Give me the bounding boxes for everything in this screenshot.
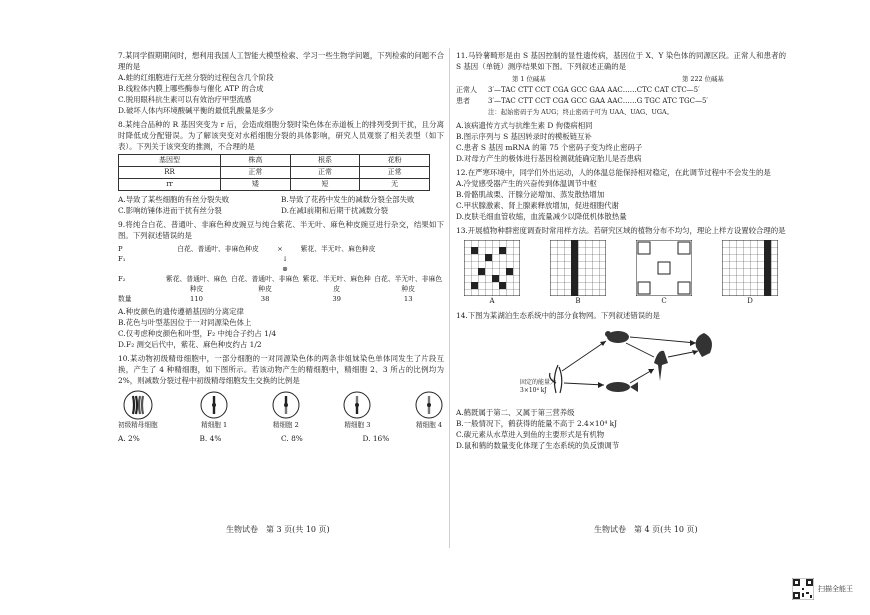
option-c: C.甲状腺激素、肾上腺素释放增加，促进细胞代谢 bbox=[456, 201, 619, 210]
table-cell: RR bbox=[119, 167, 221, 179]
left-page bbox=[118, 50, 444, 447]
arrow-down-icon: ↓ bbox=[282, 255, 288, 263]
table-row bbox=[119, 167, 430, 179]
sequence-figure bbox=[456, 74, 786, 118]
patient-label: 患者 bbox=[456, 97, 470, 105]
question-9 bbox=[118, 219, 444, 350]
quadrat-grid-icon bbox=[722, 240, 778, 296]
count-value: 39 bbox=[332, 295, 341, 303]
option-a: A.鹤既属于第二、又属于第三营养级 bbox=[456, 408, 575, 417]
cell-diagram bbox=[118, 390, 444, 431]
option-d: D. 16% bbox=[362, 434, 390, 443]
option-b: B.图示序列与 S 基因转录时的模板链互补 bbox=[456, 132, 592, 141]
table-cell: 矮 bbox=[221, 179, 291, 191]
option-d: D.对母方产生的极体进行基因检测就能确定胎儿是否患病 bbox=[456, 154, 642, 163]
quadrat-d bbox=[722, 240, 778, 307]
count-value: 13 bbox=[403, 295, 413, 303]
cell-icon bbox=[342, 390, 372, 420]
table-cell: 无 bbox=[360, 179, 430, 191]
f1-label: F₁ bbox=[118, 255, 126, 263]
f2-group: 紫花、普通叶、麻色种皮 bbox=[165, 275, 228, 293]
quadrat-a bbox=[464, 240, 520, 307]
option-d: D.鼠和鹤的数量变化体现了生态系统的负反馈调节 bbox=[456, 441, 620, 450]
sperm-cell-2 bbox=[271, 390, 301, 431]
normal-sequence: 3′—TAC CTT CCT CGA GCC GAA AAC……CTC CAT CTC—5′ bbox=[488, 86, 700, 94]
table-header: 基因型 bbox=[119, 155, 221, 167]
option-a: A.种皮颜色的遗传遵循基因的分离定律 bbox=[118, 307, 244, 316]
cross-diagram bbox=[118, 244, 444, 304]
page-divider bbox=[449, 48, 450, 548]
table-row bbox=[119, 179, 430, 191]
cell-label: 精细胞 3 bbox=[344, 421, 371, 429]
scanner-brand: 扫描全能王 bbox=[818, 585, 853, 593]
count-value: 110 bbox=[190, 295, 203, 303]
sperm-cell-1 bbox=[199, 390, 229, 431]
question-13 bbox=[456, 225, 786, 307]
sequence-note: 注：起始密码子为 AUG；终止密码子可为 UAA、UAG、UGA。 bbox=[488, 108, 674, 116]
cell-label: 初级精母细胞 bbox=[118, 421, 158, 429]
cell-icon bbox=[271, 390, 301, 420]
option-b: B.花色与叶型基因位于一对同源染色体上 bbox=[118, 318, 252, 327]
option-label: A bbox=[489, 297, 495, 305]
count-value: 38 bbox=[260, 295, 270, 303]
option-c: C.影响纺锤体进而干扰有丝分裂 bbox=[118, 206, 222, 215]
quadrat-options bbox=[456, 240, 786, 307]
question-stem: 10.某动物初级精母细胞中，一部分细胞的一对同源染色体的两条非姐妹染色单体同发生了片段互换，产生了 4 种精细胞，如下图所示。若该动物产生的精细胞中，精细胞 2、3 所占的比例均为 2%，则减数分裂过程中初级精母细胞发生交换的比例是 bbox=[118, 354, 444, 385]
option-a: A.蛙的红细胞进行无丝分裂的过程包含几个阶段 bbox=[118, 73, 274, 82]
option-d: D.F₂ 测交后代中，紫花、麻色种皮约占 1/2 bbox=[118, 340, 262, 349]
option-b: B.导致了花药中发生的减数分裂全部失败 bbox=[281, 195, 415, 204]
question-stem: 11.马铃薯畸形是由 S 基因控制的显性遗传病，基因位于 X、Y 染色体的同源区段。正常人和患者的 S 基因（单链）测序结果如下图。下列叙述正确的是 bbox=[456, 51, 786, 71]
table-cell: 正常 bbox=[290, 167, 360, 179]
f2-group: 白花、普通叶、非麻色种皮 bbox=[231, 275, 300, 293]
normal-label: 正常人 bbox=[456, 86, 477, 94]
quadrat-grid-icon bbox=[550, 240, 606, 296]
cell-icon bbox=[414, 390, 444, 420]
sperm-cell-3 bbox=[342, 390, 372, 431]
question-14 bbox=[456, 310, 786, 451]
option-c: C.脱用眼科抗生素可以有效治疗甲型流感 bbox=[118, 95, 252, 104]
question-11 bbox=[456, 50, 786, 164]
option-a: A.导致了某些细胞的有丝分裂失败 bbox=[118, 195, 230, 204]
question-stem: 13.开展植物种群密度调查时常用样方法。若研究区域的植物分布不均匀，理论上样方设置较合理的是 bbox=[456, 226, 786, 235]
quadrat-b bbox=[550, 240, 606, 307]
question-8 bbox=[118, 119, 444, 216]
table-cell: 正常 bbox=[221, 167, 291, 179]
p-parent-2: 紫花、半无叶、麻色种皮 bbox=[300, 245, 376, 253]
option-label: D bbox=[747, 297, 753, 305]
quadrat-grid-icon bbox=[636, 240, 692, 296]
question-stem: 7.某同学假期期间时，想利用我国人工智能大模型检索、学习一些生物学问题，下列检索的问题不合理的是 bbox=[118, 51, 444, 71]
option-label: B bbox=[575, 297, 581, 305]
table-header: 根系 bbox=[290, 155, 360, 167]
cell-icon bbox=[199, 390, 229, 420]
base-1-label: 第 1 位碱基 bbox=[512, 75, 546, 83]
question-stem: 8.某纯合品种的 R 基因突变为 r 后，会造成细胞分裂时染色体在赤道板上的排列受到干扰，且分离时降低成分配错误。为了解该突变对水稻细胞分裂的具体影响，研究人员观察了相关表型（如下表）。下列关于该突变的推测，不合理的是 bbox=[118, 120, 444, 151]
question-stem: 12.在严寒环境中，同学们外出运动，人的体温总能保持相对稳定，在此调节过程中不会发生的是 bbox=[456, 168, 771, 177]
phenotype-table bbox=[118, 154, 430, 191]
table-cell: 短 bbox=[290, 179, 360, 191]
quadrat-grid-icon bbox=[464, 240, 520, 296]
f2-label: F₂ bbox=[118, 275, 126, 283]
cell-icon bbox=[121, 390, 155, 420]
qr-code-icon bbox=[792, 578, 814, 600]
table-cell: 正常 bbox=[360, 167, 430, 179]
option-c: C. 8% bbox=[281, 434, 303, 443]
cell-label: 精细胞 4 bbox=[415, 421, 443, 429]
question-7 bbox=[118, 50, 444, 116]
question-12 bbox=[456, 167, 786, 222]
option-d: D.皮肤毛细血管收缩，血流量减少以降低机体散热量 bbox=[456, 212, 627, 221]
count-label: 数量 bbox=[118, 295, 132, 303]
f2-group: 紫花、半无叶、麻色种皮 bbox=[302, 275, 371, 293]
table-cell: rr bbox=[119, 179, 221, 191]
page-footer-left: 生物试卷 第 3 页(共 10 页) bbox=[226, 525, 330, 534]
question-10 bbox=[118, 353, 444, 444]
fixed-energy-label: 固定的能量为 3×10⁴ kJ bbox=[520, 379, 557, 394]
self-cross-icon: ⊗ bbox=[282, 265, 288, 273]
food-web-diagram bbox=[456, 323, 786, 405]
option-d: D.在减Ⅰ前期和后期干扰减数分裂 bbox=[281, 206, 389, 215]
table-header: 株高 bbox=[221, 155, 291, 167]
option-c: C.仅考虑种皮颜色和叶型，F₂ 中纯合子约占 1/4 bbox=[118, 329, 277, 338]
option-c: C.碳元素从水草进入到鱼的主要形式是有机物 bbox=[456, 430, 605, 439]
option-b: B. 4% bbox=[199, 434, 222, 443]
p-label: P bbox=[118, 245, 123, 253]
option-label: C bbox=[661, 297, 667, 305]
option-b: B.骨骼肌战栗、汗腺分泌增加、蒸发散热增加 bbox=[456, 190, 605, 199]
option-b: B.线粒体内膜上哪些酶参与催化 ATP 的合成 bbox=[118, 84, 264, 93]
cell-label: 精细胞 1 bbox=[201, 421, 228, 429]
patient-sequence: 3′—TAC CTT CCT CGA GCC GAA AAC……G TGC ATC TGC—5′ bbox=[488, 97, 709, 105]
option-c: C.患者 S 基因 mRNA 的第 75 个密码子变为终止密码子 bbox=[456, 143, 643, 152]
sperm-cell-4 bbox=[414, 390, 444, 431]
cell-label: 精细胞 2 bbox=[272, 421, 299, 429]
base-222-label: 第 222 位碱基 bbox=[682, 75, 724, 83]
option-a: A.该病遗传方式与抗维生素 D 佝偻病相同 bbox=[456, 121, 593, 130]
option-a: A.冷觉感受器产生的兴奋传到体温调节中枢 bbox=[456, 179, 597, 188]
primary-spermatocyte bbox=[118, 390, 158, 431]
table-header: 花粉 bbox=[360, 155, 430, 167]
f2-group: 白花、半无叶、非麻色种皮 bbox=[374, 275, 443, 293]
option-a: A. 2% bbox=[118, 434, 140, 443]
question-stem: 9.将纯合白花、普通叶、非麻色种皮豌豆与纯合紫花、半无叶、麻色种皮豌豆进行杂交，结果如下图。下列叙述错误的是 bbox=[118, 220, 444, 240]
right-page bbox=[456, 50, 786, 454]
question-stem: 14.下图为某湖泊生态系统中的部分食物网。下列叙述错误的是 bbox=[456, 311, 660, 320]
cross-sign: × bbox=[277, 245, 283, 253]
page-footer-right: 生物试卷 第 4 页(共 10 页) bbox=[594, 525, 698, 534]
p-parent-1: 白花、普通叶、非麻色种皮 bbox=[177, 245, 259, 253]
option-d: D.破坏人体内环境酸碱平衡的最低乳酸量是多少 bbox=[118, 106, 274, 115]
quadrat-c bbox=[636, 240, 692, 307]
option-b: B.一般情况下，鹤获得的能量不高于 2.4×10⁴ kJ bbox=[456, 419, 618, 428]
